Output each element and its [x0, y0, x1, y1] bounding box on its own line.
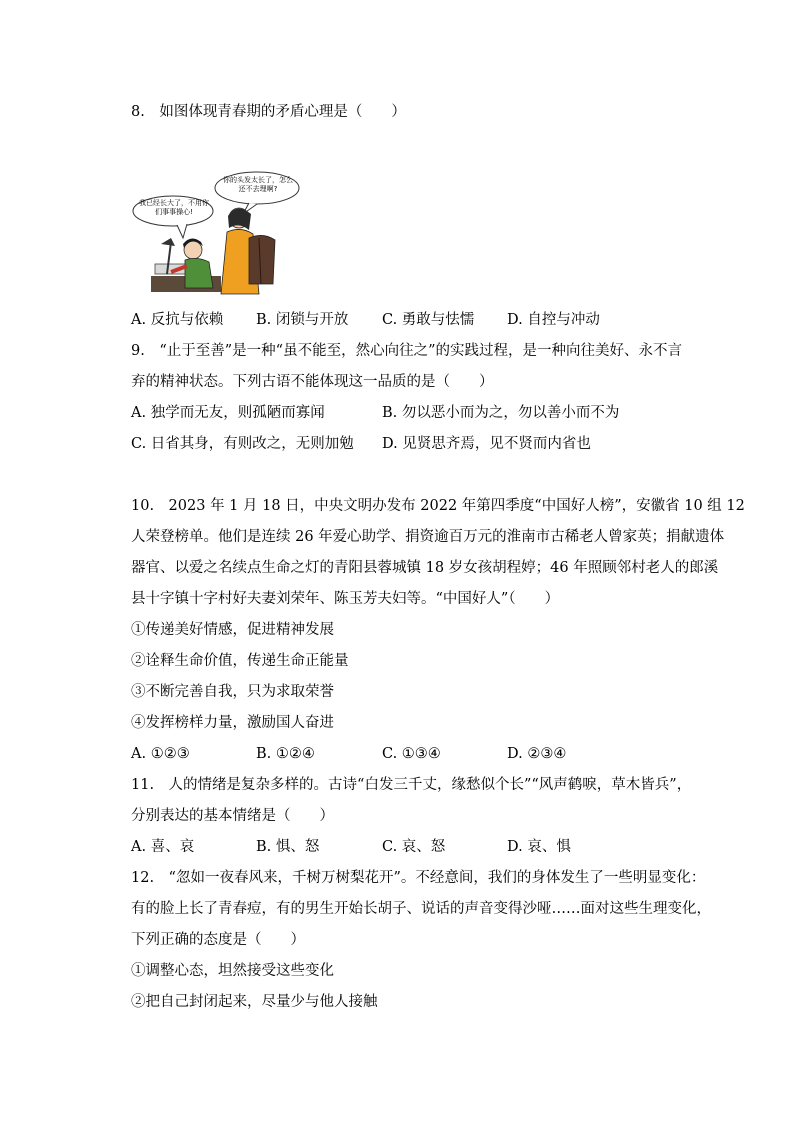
- q9-line-2: 弃的精神状态。下列古语不能体现这一品质的是（ ）: [131, 374, 494, 390]
- q9-option-b[interactable]: B. 勿以恶小而为之，勿以善小而不为: [382, 405, 620, 421]
- q8-stem: 8. 如图体现青春期的矛盾心理是（ ）: [131, 104, 406, 120]
- q10-item-3: ③不断完善自我，只为求取荣誉: [131, 684, 334, 700]
- q8-option-d[interactable]: D. 自控与冲动: [507, 312, 600, 328]
- q8-cartoon-illustration: [131, 168, 321, 296]
- q12-item-2: ②把自己封闭起来，尽量少与他人接触: [131, 994, 378, 1010]
- q9-option-d[interactable]: D. 见贤思齐焉，见不贤而内省也: [382, 436, 591, 452]
- q10-options: [131, 744, 711, 764]
- q10-item-4: ④发挥榜样力量，激励国人奋进: [131, 715, 334, 731]
- q11-option-b[interactable]: B. 惧、怒: [256, 839, 320, 855]
- q12-line-3: 下列正确的态度是（ ）: [131, 932, 305, 948]
- q11-option-a[interactable]: A. 喜、哀: [131, 839, 195, 855]
- q11-option-d[interactable]: D. 哀、惧: [507, 839, 571, 855]
- q10-line-4: 县十字镇十字村好夫妻刘荣年、陈玉芳夫妇等。“中国好人”（ ）: [131, 591, 560, 607]
- q8-option-a[interactable]: A. 反抗与依赖: [131, 312, 224, 328]
- q8-options: [131, 310, 711, 330]
- q9-option-c[interactable]: C. 日省其身，有则改之，无则加勉: [131, 436, 354, 452]
- q9-options-row-1: [131, 403, 711, 423]
- q9-line-1: 9. “止于至善”是一种“虽不能至，然心向往之”的实践过程，是一种向往美好、永不言: [131, 343, 682, 359]
- q11-line-2: 分别表达的基本情绪是（ ）: [131, 808, 334, 824]
- q10-option-c[interactable]: C. ①③④: [382, 746, 441, 762]
- bubble-right-text: 你的头发太长了，怎么还不去理啊?: [223, 176, 293, 193]
- q8-option-c[interactable]: C. 勇敢与怯懦: [382, 312, 475, 328]
- cartoon-svg: [131, 168, 321, 296]
- q12-item-1: ①调整心态，坦然接受这些变化: [131, 963, 334, 979]
- q10-line-3: 器官、以爱之名续点生命之灯的青阳县蓉城镇 18 岁女孩胡程婷；46 年照顾邻村老人的郎溪: [131, 560, 719, 576]
- q10-option-a[interactable]: A. ①②③: [131, 746, 190, 762]
- q11-option-c[interactable]: C. 哀、怒: [382, 839, 446, 855]
- q10-option-d[interactable]: D. ②③④: [507, 746, 567, 762]
- q12-line-1: 12. “忽如一夜春风来，千树万树梨花开”。不经意间，我们的身体发生了一些明显变化：: [131, 870, 706, 886]
- q10-line-2: 人荣登榜单。他们是连续 26 年爱心助学、捐资逾百万元的淮南市古稀老人曾家英；捐献遗体: [131, 529, 725, 545]
- q11-line-1: 11. 人的情绪是复杂多样的。古诗“白发三千丈，缘愁似个长”“风声鹤唳，草木皆兵”，: [131, 777, 692, 793]
- q8-option-b[interactable]: B. 闭锁与开放: [256, 312, 349, 328]
- q10-item-2: ②诠释生命价值，传递生命正能量: [131, 653, 349, 669]
- q10-option-b[interactable]: B. ①②④: [256, 746, 315, 762]
- q9-options-row-2: [131, 434, 711, 454]
- bubble-left-text: 我已经长大了，不用你们事事操心!: [139, 199, 209, 216]
- q10-item-1: ①传递美好情感，促进精神发展: [131, 622, 334, 638]
- q11-options: [131, 837, 711, 857]
- q12-line-2: 有的脸上长了青春痘，有的男生开始长胡子、说话的声音变得沙哑……面对这些生理变化，: [131, 901, 711, 917]
- q10-line-1: 10. 2023 年 1 月 18 日，中央文明办发布 2022 年第四季度“中国好人榜”，安徽省 10 组 12: [131, 498, 745, 514]
- q9-option-a[interactable]: A. 独学而无友，则孤陋而寡闻: [131, 405, 325, 421]
